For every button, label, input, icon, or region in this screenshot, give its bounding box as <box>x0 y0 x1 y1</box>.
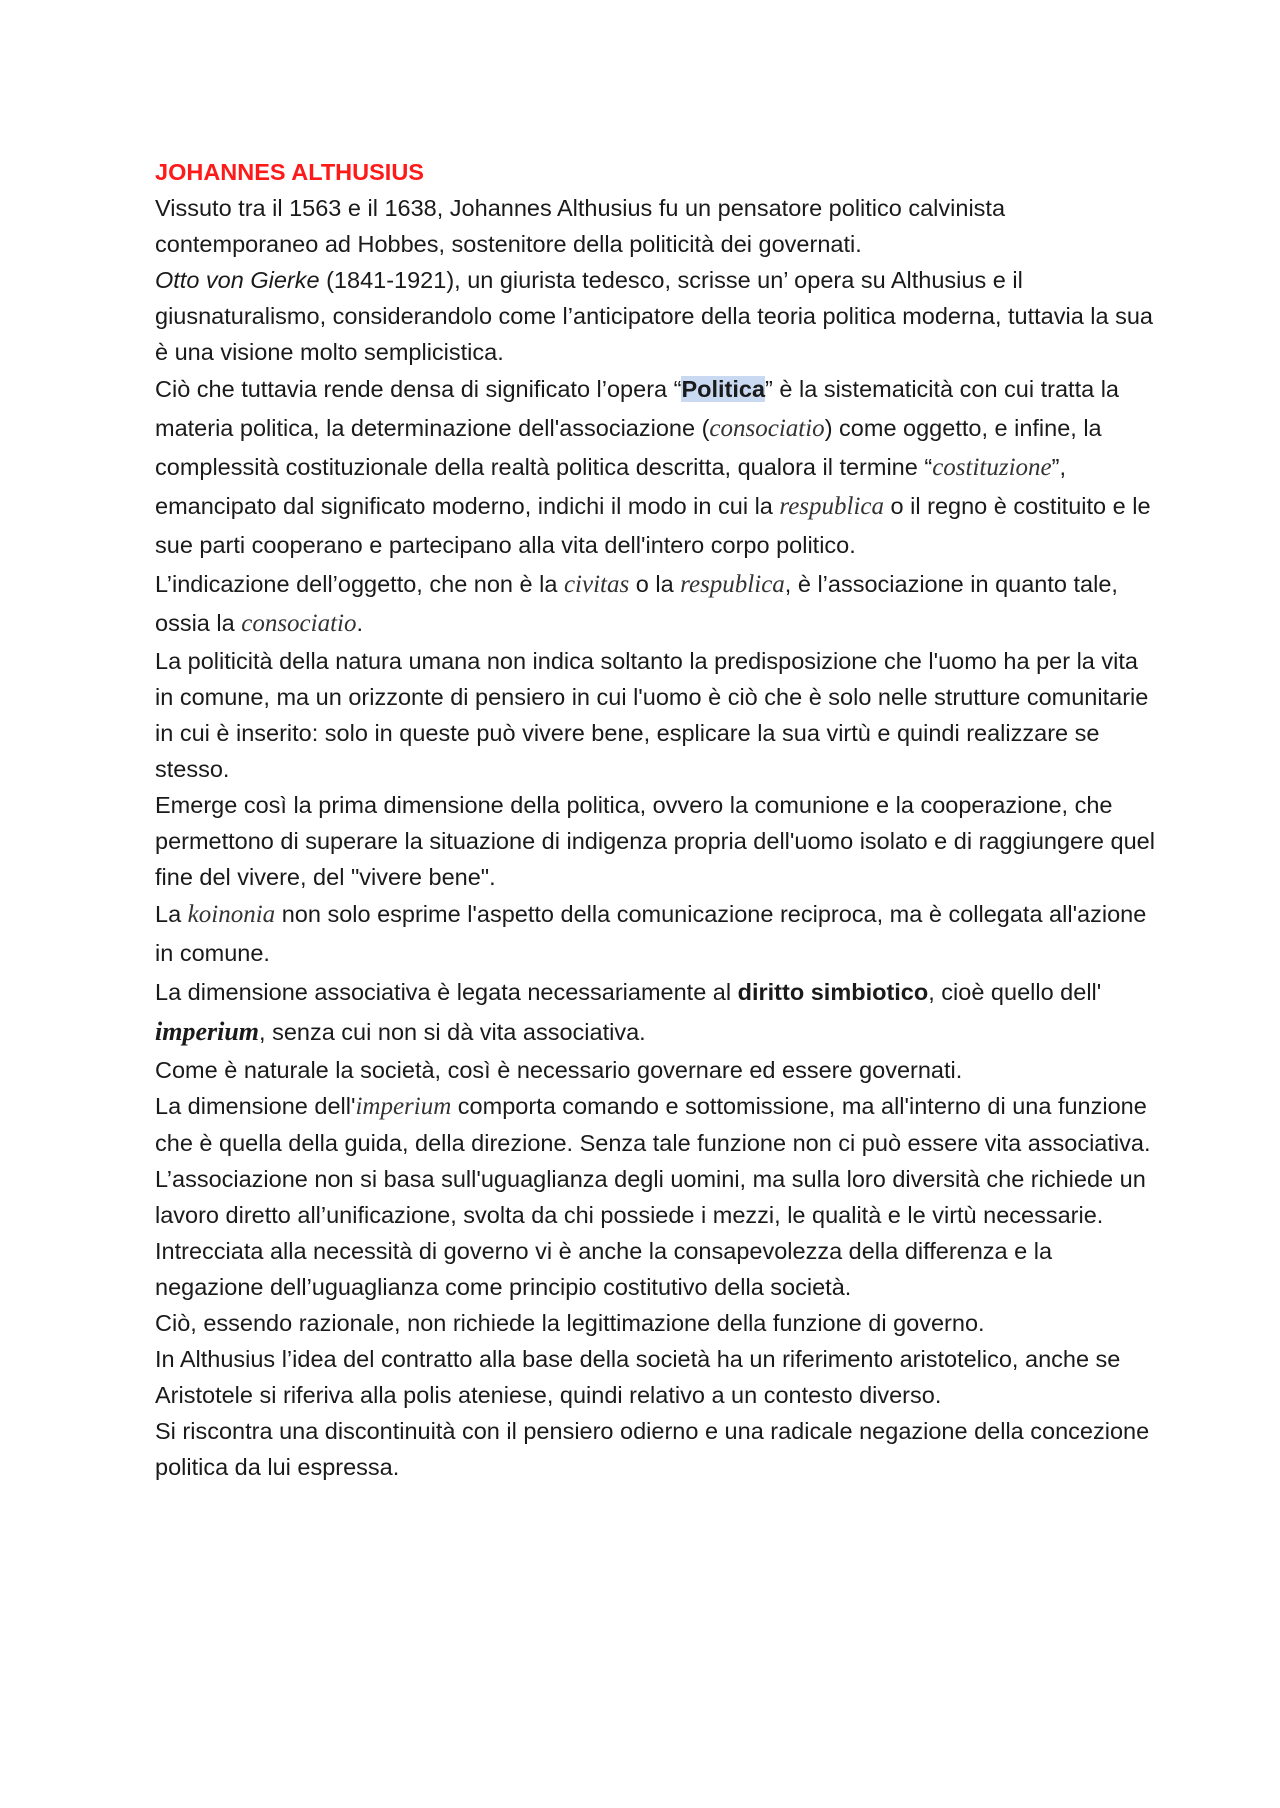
text-run: L’indicazione dell’oggetto, che non è la <box>155 571 564 597</box>
latin-term: consociatio <box>241 610 357 637</box>
text-run: o la <box>629 571 681 597</box>
text-run: Ciò che tuttavia rende densa di significato l’opera “ <box>155 376 682 402</box>
latin-term: civitas <box>563 571 630 598</box>
paragraph-governare: Come è naturale la società, così è necessario governare ed essere governati. <box>155 1057 963 1083</box>
paragraph-koinonia <box>155 895 1155 973</box>
paragraph-razionale: Ciò, essendo razionale, non richiede la legittimazione della funzione di governo. <box>155 1310 985 1336</box>
text-run: ”, emancipato dal significato moderno, indichi il modo in cui la <box>155 454 1066 519</box>
paragraph-imperium <box>155 1088 1155 1233</box>
work-title-highlight[interactable]: Politica <box>681 376 766 402</box>
text-run: La dimensione dell' <box>155 1093 356 1119</box>
paragraph-politicita: La politicità della natura umana non indica soltanto la predisposizione che l'uomo ha per la vita in comune, ma un orizzonte di pensiero in cui l'uomo è ciò che è solo nelle strutture comunitarie in cui è inserito: solo in queste può vivere bene, esplicare la sua virtù e quindi realizzare se stesso. <box>155 648 1149 782</box>
text-run: . <box>356 610 364 636</box>
text-run: ) come oggetto, e infine, la complessità costituzionale della realtà politica descritta, qualora il termine “ <box>155 415 1102 480</box>
latin-term: costituzione <box>932 454 1052 481</box>
latin-term-bold: imperium <box>155 1017 260 1046</box>
latin-term: respublica <box>779 493 885 520</box>
text-run: ” è la sistematicità con cui tratta la materia politica, la determinazione dell'associazione ( <box>155 376 1119 441</box>
paragraph-gierke <box>155 262 1155 370</box>
paragraph-biography: Vissuto tra il 1563 e il 1638, Johannes Althusius fu un pensatore politico calvinista contemporaneo ad Hobbes, sostenitore della politicità dei governati. <box>155 195 1006 257</box>
paragraph-differenza: Intrecciata alla necessità di governo vi è anche la consapevolezza della differenza e la negazione dell’uguaglianza come principio costitutivo della società. <box>155 1238 1053 1300</box>
text-run: La <box>155 901 188 927</box>
paragraph-politica <box>155 370 1155 565</box>
gierke-name: Otto von Gierke <box>155 267 320 293</box>
bold-term: diritto simbiotico <box>737 979 929 1005</box>
paragraph-comunione: Emerge così la prima dimensione della politica, ovvero la comunione e la cooperazione, che permettono di superare la situazione di indigenza propria dell'uomo isolato e di raggiungere quel fine del vivere, del "vivere bene". <box>155 792 1155 890</box>
paragraph-contratto: In Althusius l’idea del contratto alla base della società ha un riferimento aristotelico, anche se Aristotele si riferiva alla polis ateniese, quindi relativo a un contesto diverso. <box>155 1346 1121 1408</box>
text-run: comporta comando e sottomissione, ma all'interno di una funzione che è quella della guida, della direzione. Senza tale funzione non ci può essere vita associativa. L’associazione non si basa sull'uguaglianza degli uomini, ma sulla loro diversità che richiede un lavoro diretto all’unificazione, svolta da chi possiede i mezzi, le qualità e le virtù necessarie. <box>155 1093 1151 1228</box>
text-run: o il regno è costituito e le sue parti cooperano e partecipano alla vita dell'intero corpo politico. <box>155 493 1151 558</box>
text-run: La dimensione associativa è legata necessariamente al <box>155 979 738 1005</box>
text-run: , è l’associazione in quanto tale, ossia la <box>155 571 1118 636</box>
text-run: , cioè quello dell' <box>928 979 1102 1005</box>
text-run: non solo esprime l'aspetto della comunicazione reciproca, ma è collegata all'azione in comune. <box>155 901 1147 966</box>
gierke-text: (1841-1921), un giurista tedesco, scrisse un’ opera su Althusius e il giusnaturalismo, considerandolo come l’anticipatore della teoria politica moderna, tuttavia la sua è una visione molto semplicistica. <box>155 267 1154 365</box>
greek-term: koinonia <box>187 901 276 928</box>
paragraph-oggetto <box>155 565 1155 643</box>
latin-term: imperium <box>355 1093 452 1120</box>
document-page <box>155 154 1155 1485</box>
document-title: JOHANNES ALTHUSIUS <box>155 159 424 185</box>
latin-term: respublica <box>680 571 785 598</box>
latin-term: consociatio <box>709 415 825 442</box>
text-run: , senza cui non si dà vita associativa. <box>259 1019 646 1045</box>
paragraph-diritto-simbiotico <box>155 973 1155 1052</box>
paragraph-discontinuita: Si riscontra una discontinuità con il pensiero odierno e una radicale negazione della concezione politica da lui espressa. <box>155 1418 1150 1480</box>
